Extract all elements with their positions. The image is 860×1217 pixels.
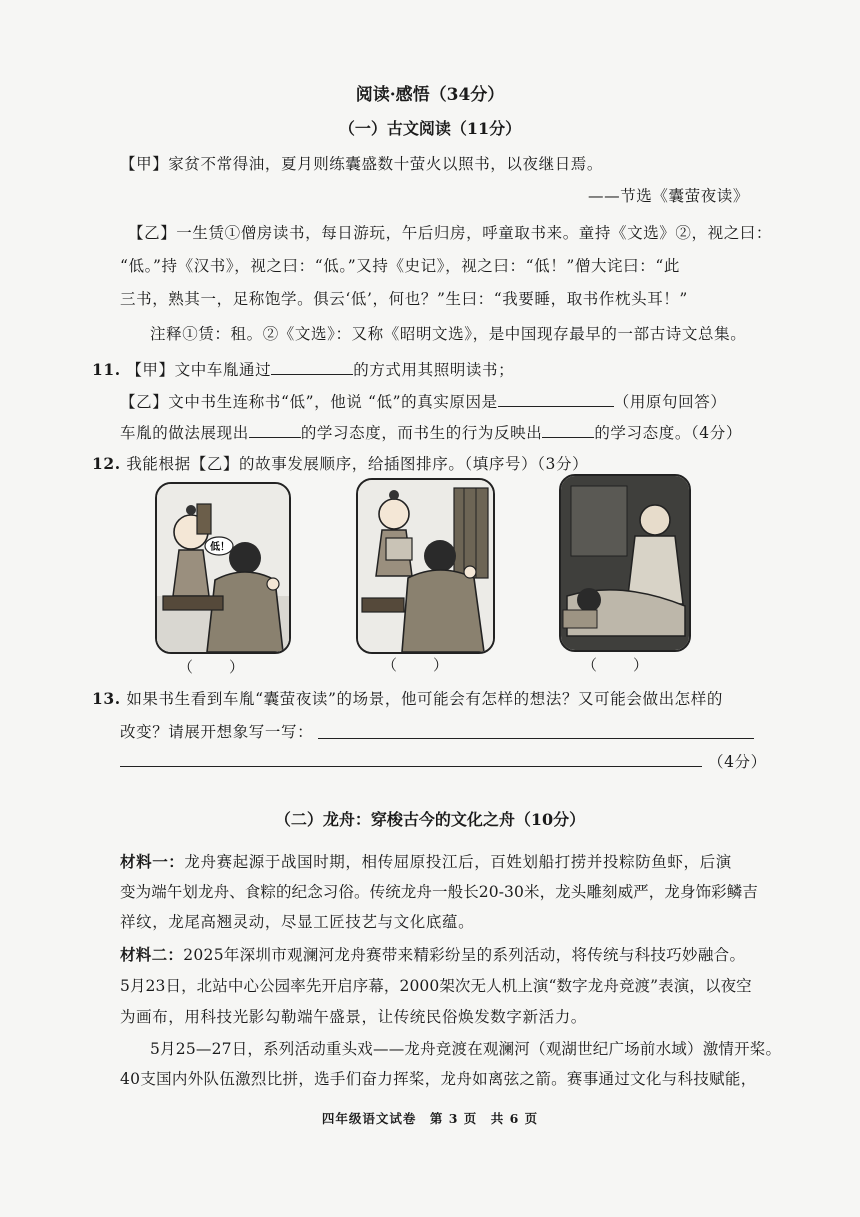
passage-b-line1: 【乙】一生赁①僧房读书，每日游玩，午后归房，呼童取书来。童持《文选》②，视之曰： [128, 224, 773, 242]
question-12-line [92, 452, 588, 474]
illustration-3-drawing [561, 476, 689, 650]
question-11-line2 [120, 390, 726, 412]
material-2-line1 [120, 943, 745, 965]
material-2-line5: 40支国内外队伍激烈比拼，选手们奋力挥桨，龙舟如离弦之箭。赛事通过文化与科技赋能， [120, 1070, 757, 1088]
q11-text-b: 的方式用其照明读书； [353, 361, 515, 379]
material-1-text-1: 龙舟赛起源于战国时期，相传屈原投江后，百姓划船打捞并投粽防鱼虾，后演 [184, 853, 732, 871]
q11-blank-1[interactable] [271, 360, 353, 375]
question-13-line2: 改变？请展开想象写一写： [120, 723, 314, 741]
q11-text-a: 【甲】文中车胤通过 [126, 361, 272, 379]
q11-text-d: （用原句回答） [613, 393, 727, 411]
section-title: 阅读·感悟（34分） [355, 85, 505, 105]
material-1-line3: 祥纹，龙尾高翘灵动，尽显工匠技艺与文化底蕴。 [120, 913, 475, 931]
material-2-label: 材料二： [120, 945, 184, 964]
illustration-1-drawing [157, 484, 289, 652]
question-11-line1 [92, 358, 514, 380]
question-13-number: 13. [92, 689, 121, 708]
material-2-line3: 为画布，用科技光影勾勒端午盛景，让传统民俗焕发数字新活力。 [120, 1008, 587, 1026]
material-2-text-1: 2025年深圳市观澜河龙舟赛带来精彩纷呈的系列活动，将传统与科技巧妙融合。 [183, 946, 746, 964]
answer-slot-3[interactable]: （ ） [582, 656, 651, 674]
material-1-line1 [120, 850, 732, 872]
q11-text-c: 【乙】文中书生连称书“低”，他说 “低”的真实原因是 [120, 393, 498, 411]
q11-text-g: 的学习态度。（4分） [594, 424, 742, 442]
q11-text-f: 的学习态度，而书生的行为反映出 [300, 424, 543, 442]
subsection-title-dragon-boat: （二）龙舟：穿梭古今的文化之舟（10分） [274, 810, 586, 829]
material-1-line2: 变为端午划龙舟、食粽的纪念习俗。传统龙舟一般长20-30米，龙头雕刻威严，龙身饰彩鳞吉 [120, 883, 758, 901]
answer-slot-2[interactable]: （ ） [382, 656, 451, 674]
question-11-line3 [120, 421, 742, 443]
material-2-line2: 5月23日，北站中心公园率先开启序幕，2000架次无人机上演“数字龙舟竞渡”表演，以夜空 [120, 977, 752, 995]
q11-blank-3[interactable] [249, 423, 301, 438]
q11-blank-4[interactable] [542, 423, 594, 438]
passage-b-line3: 三书，熟其一，足称饱学。俱云‘低’，何也？”生曰：“我要睡，取书作枕头耳！” [120, 290, 688, 308]
q13-answer-line-2[interactable] [120, 766, 702, 767]
passage-a-source: ——节选《囊萤夜读》 [588, 187, 750, 205]
answer-slot-1[interactable]: （ ） [178, 658, 247, 676]
page-footer: 四年级语文试卷 第 3 页 共 6 页 [321, 1111, 539, 1126]
passage-b-note: 注释①赁：租。②《文选》：又称《昭明文选》，是中国现存最早的一部古诗文总集。 [150, 325, 747, 343]
illustration-1-bubble-text: 低！ [210, 542, 230, 553]
passage-a-text: 【甲】家贫不常得油，夏月则练囊盛数十萤火以照书，以夜继日焉。 [120, 155, 604, 173]
question-11-number: 11. [92, 360, 121, 379]
question-13-line1 [92, 687, 723, 709]
illustration-3-scholar-sleeping-monk [559, 474, 691, 652]
illustration-2-boy-carrying-books [356, 478, 495, 654]
material-1-label: 材料一： [120, 852, 185, 871]
illustration-1-boy-showing-book [155, 482, 291, 654]
material-2-line4: 5月25—27日，系列活动重头戏——龙舟竞渡在观澜河（观湖世纪广场前水域）激情开桨。 [150, 1040, 782, 1058]
question-13-score: （4分） [708, 753, 767, 771]
subsection-title-classical: （一）古文阅读（11分） [338, 119, 522, 138]
q11-blank-2[interactable] [498, 392, 614, 407]
illustration-2-drawing [358, 480, 493, 652]
q12-text: 我能根据【乙】的故事发展顺序，给插图排序。（填序号）（3分） [126, 455, 589, 473]
passage-b-line2: “低。”持《汉书》，视之曰：“低。”又持《史记》，视之曰：“低！”僧大诧曰：“此 [120, 257, 680, 275]
q13-answer-line-1[interactable] [318, 738, 754, 739]
q13-text-1: 如果书生看到车胤“囊萤夜读”的场景，他可能会有怎样的想法？又可能会做出怎样的 [126, 690, 723, 708]
question-12-number: 12. [92, 454, 121, 473]
q11-text-e: 车胤的做法展现出 [120, 424, 249, 442]
